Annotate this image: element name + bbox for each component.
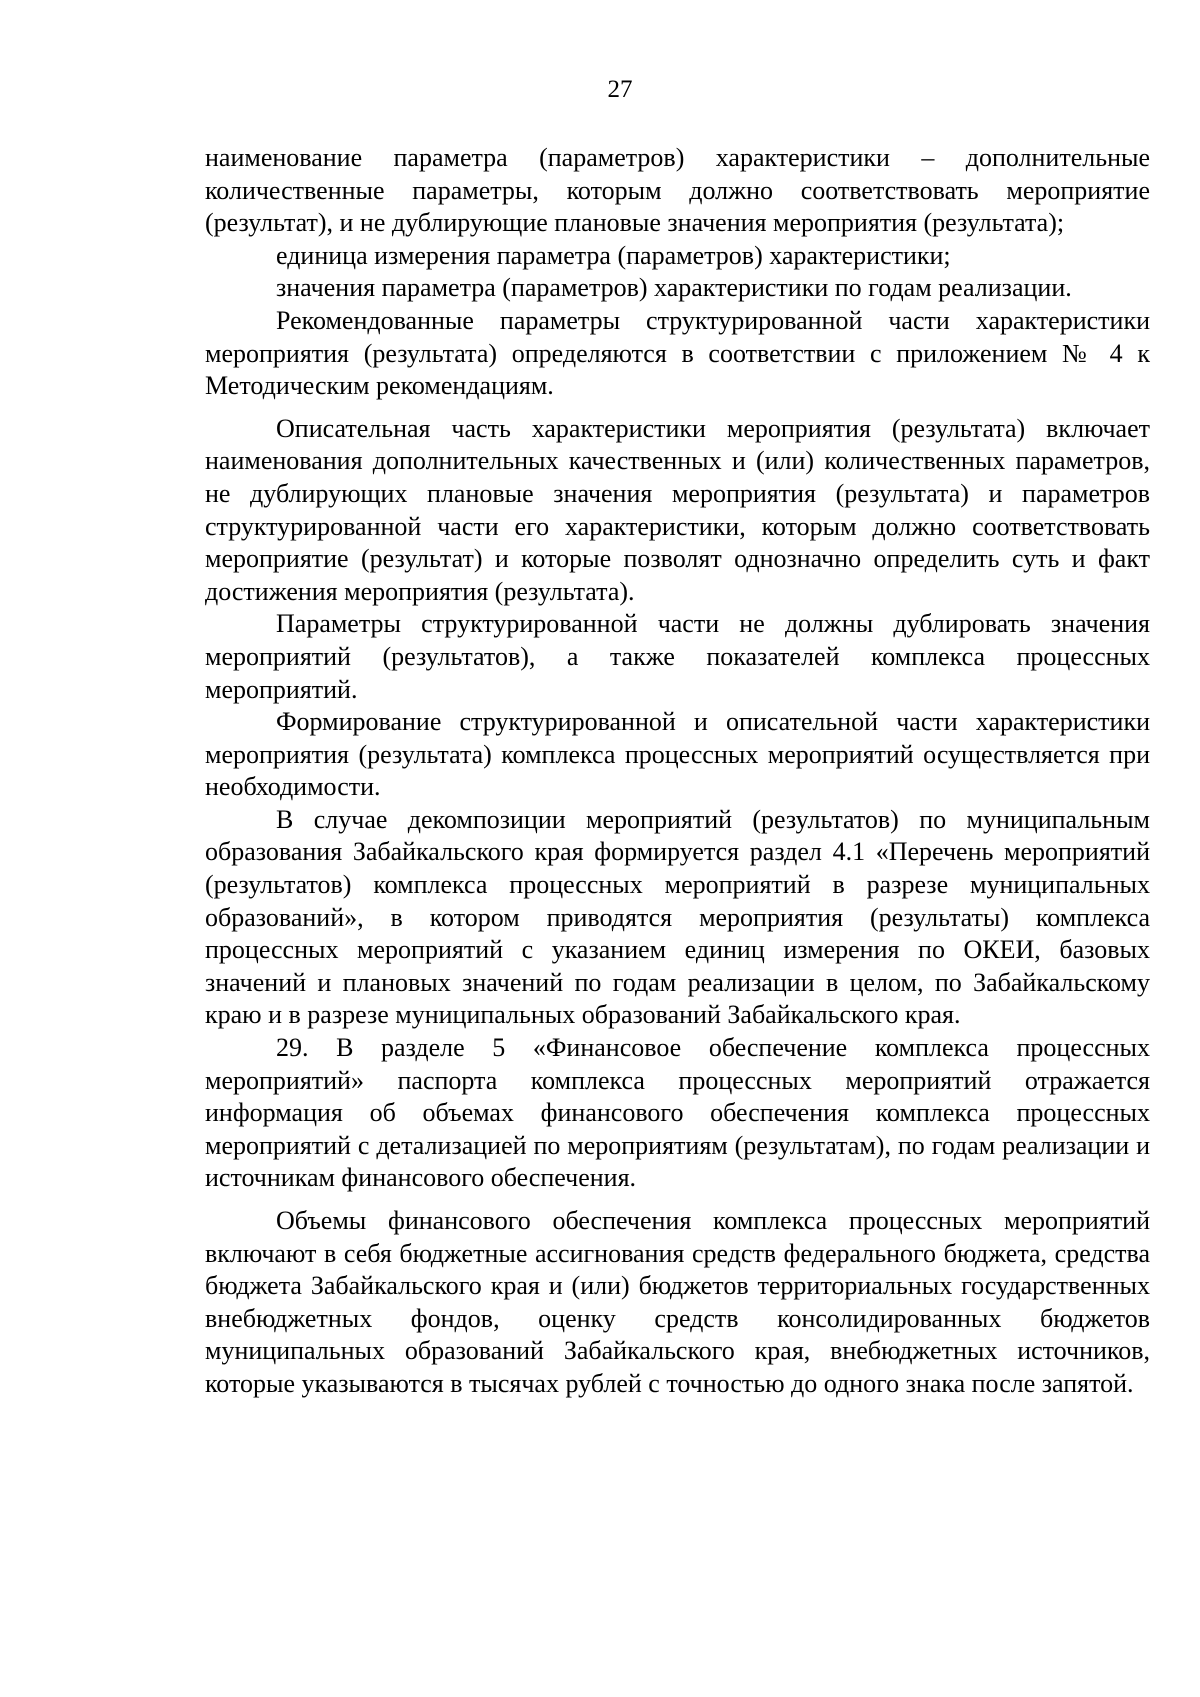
paragraph-financing-volumes: Объемы финансового обеспечения комплекса процессных мероприятий включают в себя бюджетные ассигнования средств федерального бюджета, средства бюджета Забайкальского края и (или) бюджетов территориальных государственных внебюджетных фондов, оценку средств консолидированных бюджетов муниципальных образований Забайкальского края, внебюджетных источников, которые указываются в тысячах рублей с точностью до одного знака после запятой. [205, 1206, 1150, 1398]
paragraph-decomposition: В случае декомпозиции мероприятий (результатов) по муниципальным образования Забайкальского края формируется раздел 4.1 «Перечень мероприятий (результатов) комплекса процессных мероприятий в разрезе муниципальных образований», в котором приводятся мероприятия (результаты) комплекса процессных мероприятий с указанием единиц измерения по ОКЕИ, базовых значений и плановых значений по годам реализации в целом, по Забайкальскому краю и в разрезе муниципальных образований Забайкальского края. [205, 804, 1150, 1030]
paragraph-section-5: 29. В разделе 5 «Финансовое обеспечение комплекса процессных мероприятий» паспорта комплекса процессных мероприятий отражается информация об объемах финансового обеспечения комплекса процессных мероприятий с детализацией по мероприятиям (результатам), по годам реализации и источникам финансового обеспечения. [205, 1033, 1150, 1193]
paragraph-unit-of-measure: единица измерения параметра (параметров) характеристики; [276, 240, 951, 270]
paragraph-recommended-parameters: Рекомендованные параметры структурированной части характеристики мероприятия (результата) определяются в соответствии с приложением № 4 к Методическим рекомендациям. [205, 305, 1150, 401]
document-body [205, 142, 1150, 1401]
paragraph-no-duplication: Параметры структурированной части не должны дублировать значения мероприятий (результатов), а также показателей комплекса процессных мероприятий. [205, 609, 1150, 704]
paragraph-values-by-year: значения параметра (параметров) характеристики по годам реализации. [276, 273, 1072, 303]
page-number: 27 [607, 76, 633, 103]
paragraph-parameter-name: наименование параметра (параметров) характеристики – дополнительные количественные параметры, которым должно соответствовать мероприятие (результат), и не дублирующие плановые значения мероприятия (результата); [205, 143, 1150, 238]
paragraph-formation: Формирование структурированной и описательной части характеристики мероприятия (результата) комплекса процессных мероприятий осуществляется при необходимости. [205, 707, 1150, 802]
paragraph-descriptive-part: Описательная часть характеристики мероприятия (результата) включает наименования дополнительных качественных и (или) количественных параметров, не дублирующих плановые значения мероприятия (результата) и параметров структурированной части его характеристики, которым должно соответствовать мероприятие (результат) и которые позволят однозначно определить суть и факт достижения мероприятия (результата). [205, 413, 1150, 606]
